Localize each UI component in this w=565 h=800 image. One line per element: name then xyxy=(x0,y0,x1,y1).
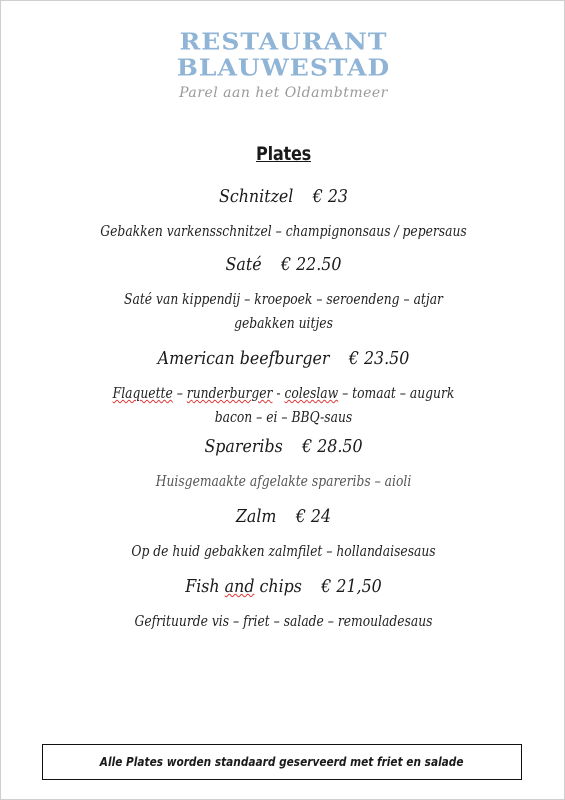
dish-description: Gebakken varkensschnitzel – champignonsaus / pepersaus xyxy=(100,224,467,240)
dish-name-part: Fish xyxy=(185,576,225,597)
misspelled-word: coleslaw xyxy=(284,386,339,402)
logo-line-2: BLAUWESTAD xyxy=(176,53,391,82)
misspelled-word: runderburger xyxy=(186,386,273,402)
logo-tagline: Parel aan het Oldambtmeer xyxy=(179,85,388,101)
dish-heading xyxy=(35,435,532,459)
misspelled-word: and xyxy=(224,576,255,597)
dish-heading xyxy=(35,347,532,371)
footer-note-box xyxy=(42,744,522,780)
dish-name: Spareribs xyxy=(204,436,283,457)
menu-list xyxy=(1,181,565,634)
dish-heading xyxy=(35,505,532,529)
dish-price: € 21,50 xyxy=(321,576,382,597)
dish-price: € 24 xyxy=(295,506,332,527)
dish-heading xyxy=(35,185,532,209)
dish-description-line-2: gebakken uitjes xyxy=(234,316,333,332)
dish-price: € 22.50 xyxy=(280,254,342,275)
desc-separator: – xyxy=(172,386,187,402)
dish-price: € 23.50 xyxy=(348,348,410,369)
dish-name xyxy=(185,576,302,597)
section-title: Plates xyxy=(255,143,312,165)
dish-heading xyxy=(35,253,532,277)
dish-price: € 28.50 xyxy=(302,436,363,457)
dish-description: Saté van kippendij – kroepoek – seroendeng – atjar xyxy=(124,292,443,308)
dish-name: Saté xyxy=(225,254,262,275)
dish-name: Schnitzel xyxy=(219,186,294,207)
dish-description: Gefrituurde vis – friet – salade – remouladesaus xyxy=(134,614,433,630)
desc-separator: - xyxy=(272,386,285,402)
dish-name: American beefburger xyxy=(157,348,330,369)
footer-note: Alle Plates worden standaard geserveerd met friet en salade xyxy=(100,755,464,769)
dish-description: Huisgemaakte afgelakte spareribs – aioli xyxy=(155,474,412,490)
dish-description: Op de huid gebakken zalmfilet – hollandaisesaus xyxy=(131,544,436,560)
dish-description xyxy=(43,382,523,406)
misspelled-word: Flaquette xyxy=(112,386,173,402)
dish-name-part: chips xyxy=(254,576,302,597)
dish-price: € 23 xyxy=(312,186,348,207)
logo-line-1: RESTAURANT xyxy=(179,27,388,56)
desc-text: – tomaat – augurk xyxy=(338,386,455,402)
dish-description-line-2: bacon – ei – BBQ-saus xyxy=(214,410,353,426)
restaurant-logo xyxy=(1,29,565,101)
dish-heading xyxy=(35,575,532,599)
dish-name: Zalm xyxy=(235,506,277,527)
